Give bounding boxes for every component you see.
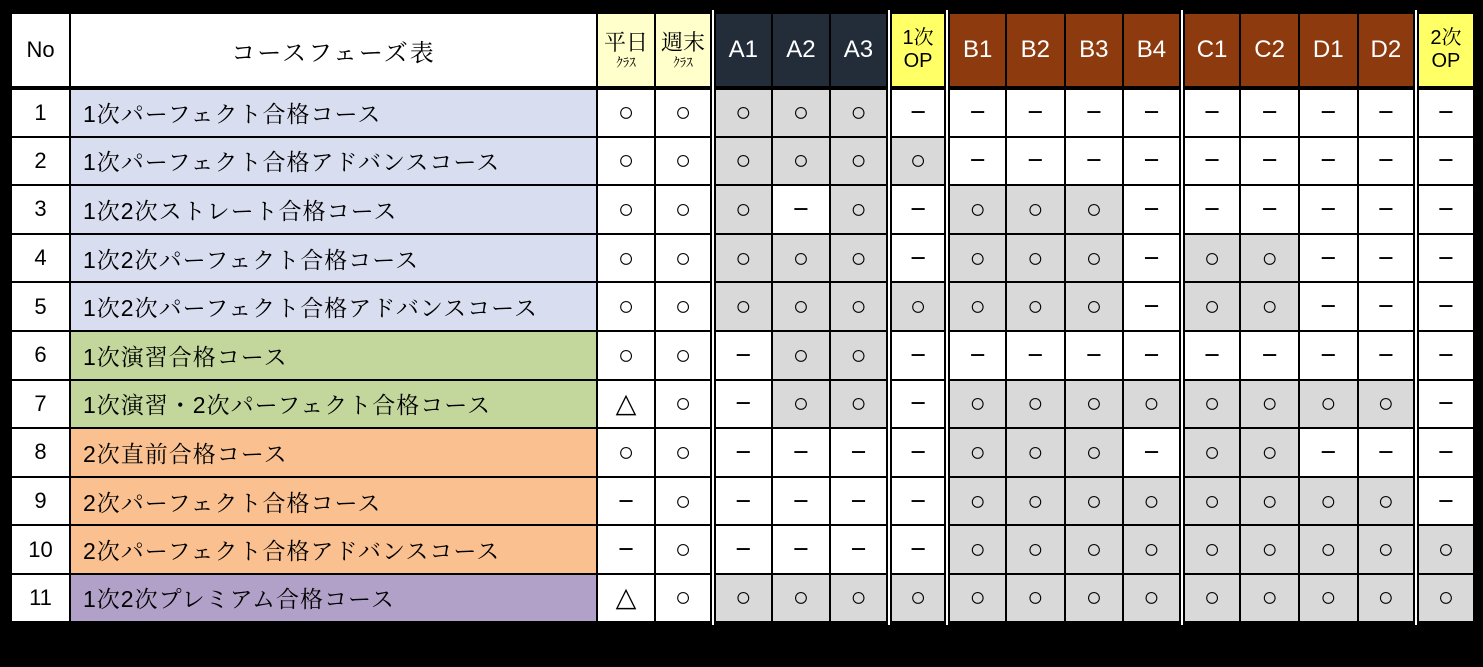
phase-mark-d2: − bbox=[1358, 331, 1417, 380]
phase-mark-b4: − bbox=[1123, 137, 1182, 186]
course-name: 1次パーフェクト合格コース bbox=[70, 88, 597, 137]
weekday-class-mark: △ bbox=[597, 574, 655, 623]
column-header-d2: D2 bbox=[1358, 12, 1417, 88]
phase-mark-b4: − bbox=[1123, 282, 1182, 331]
phase-mark-a1: ○ bbox=[713, 137, 772, 186]
phase-mark-d2: − bbox=[1358, 185, 1417, 234]
phase-mark-b1: ○ bbox=[947, 574, 1006, 623]
weekday-class-mark: ○ bbox=[597, 185, 655, 234]
phase-mark-a3: − bbox=[830, 428, 889, 477]
phase-mark-op2: − bbox=[1416, 282, 1475, 331]
phase-mark-c1: − bbox=[1182, 331, 1241, 380]
course-name: 1次2次パーフェクト合格コース bbox=[70, 234, 597, 283]
phase-mark-c2: ○ bbox=[1240, 380, 1299, 429]
phase-mark-c2: ○ bbox=[1240, 234, 1299, 283]
phase-mark-d1: ○ bbox=[1299, 380, 1358, 429]
course-name: 1次2次ストレート合格コース bbox=[70, 185, 597, 234]
column-header-no: No bbox=[10, 12, 70, 88]
phase-mark-b3: ○ bbox=[1065, 428, 1124, 477]
phase-mark-c1: ○ bbox=[1182, 525, 1241, 574]
table-row bbox=[10, 137, 1475, 186]
phase-mark-d2: − bbox=[1358, 282, 1417, 331]
course-phase-table bbox=[8, 10, 1477, 625]
column-header-a1: A1 bbox=[713, 12, 772, 88]
phase-mark-b4: ○ bbox=[1123, 525, 1182, 574]
row-number: 10 bbox=[10, 525, 70, 574]
row-number: 11 bbox=[10, 574, 70, 623]
row-number: 4 bbox=[10, 234, 70, 283]
phase-mark-c2: − bbox=[1240, 185, 1299, 234]
weekend-class-mark: ○ bbox=[655, 574, 713, 623]
phase-mark-b1: ○ bbox=[947, 282, 1006, 331]
column-header-b2: B2 bbox=[1006, 12, 1065, 88]
phase-mark-c1: ○ bbox=[1182, 234, 1241, 283]
phase-mark-b2: − bbox=[1006, 331, 1065, 380]
phase-mark-op2: ○ bbox=[1416, 525, 1475, 574]
column-header-a2: A2 bbox=[772, 12, 831, 88]
weekend-class-mark: ○ bbox=[655, 525, 713, 574]
course-name: 2次パーフェクト合格コース bbox=[70, 477, 597, 526]
row-number: 3 bbox=[10, 185, 70, 234]
table-row bbox=[10, 234, 1475, 283]
phase-mark-a2: − bbox=[772, 525, 831, 574]
phase-mark-d1: − bbox=[1299, 282, 1358, 331]
weekend-class-mark: ○ bbox=[655, 428, 713, 477]
phase-mark-op2: − bbox=[1416, 477, 1475, 526]
phase-mark-a1: ○ bbox=[713, 574, 772, 623]
row-number: 7 bbox=[10, 380, 70, 429]
phase-mark-b1: ○ bbox=[947, 234, 1006, 283]
phase-mark-a2: ○ bbox=[772, 380, 831, 429]
phase-mark-b3: − bbox=[1065, 88, 1124, 137]
phase-mark-c1: − bbox=[1182, 88, 1241, 137]
phase-mark-a1: − bbox=[713, 380, 772, 429]
course-name: 1次演習・2次パーフェクト合格コース bbox=[70, 380, 597, 429]
phase-mark-op2: ○ bbox=[1416, 574, 1475, 623]
phase-mark-c1: − bbox=[1182, 137, 1241, 186]
phase-mark-op2: − bbox=[1416, 137, 1475, 186]
phase-mark-d1: − bbox=[1299, 428, 1358, 477]
weekend-class-mark: ○ bbox=[655, 185, 713, 234]
phase-mark-a1: − bbox=[713, 477, 772, 526]
phase-mark-d2: − bbox=[1358, 137, 1417, 186]
phase-mark-b3: − bbox=[1065, 331, 1124, 380]
weekday-class-mark: ○ bbox=[597, 428, 655, 477]
weekday-class-mark: − bbox=[597, 525, 655, 574]
phase-mark-b1: − bbox=[947, 88, 1006, 137]
weekday-class-sublabel: ｸﾗｽ bbox=[616, 54, 636, 70]
phase-mark-a1: − bbox=[713, 525, 772, 574]
phase-mark-b2: ○ bbox=[1006, 428, 1065, 477]
phase-mark-op2: − bbox=[1416, 331, 1475, 380]
phase-mark-c1: ○ bbox=[1182, 380, 1241, 429]
phase-mark-a3: ○ bbox=[830, 380, 889, 429]
weekend-class-mark: ○ bbox=[655, 282, 713, 331]
course-name: 1次2次プレミアム合格コース bbox=[70, 574, 597, 623]
table-row bbox=[10, 380, 1475, 429]
phase-mark-a3: ○ bbox=[830, 331, 889, 380]
column-header-a3: A3 bbox=[830, 12, 889, 88]
phase-mark-a2: ○ bbox=[772, 282, 831, 331]
phase-mark-c2: − bbox=[1240, 137, 1299, 186]
column-header-d1: D1 bbox=[1299, 12, 1358, 88]
phase-mark-b2: ○ bbox=[1006, 234, 1065, 283]
phase-mark-b4: − bbox=[1123, 88, 1182, 137]
phase-mark-c1: ○ bbox=[1182, 574, 1241, 623]
phase-mark-d2: − bbox=[1358, 428, 1417, 477]
phase-mark-b2: − bbox=[1006, 88, 1065, 137]
phase-mark-a2: ○ bbox=[772, 574, 831, 623]
phase-mark-c2: − bbox=[1240, 331, 1299, 380]
phase-mark-a3: ○ bbox=[830, 137, 889, 186]
row-number: 9 bbox=[10, 477, 70, 526]
weekday-class-label: 平日 bbox=[603, 30, 648, 56]
phase-mark-b1: ○ bbox=[947, 428, 1006, 477]
phase-mark-c2: ○ bbox=[1240, 282, 1299, 331]
phase-mark-b2: ○ bbox=[1006, 574, 1065, 623]
weekday-class-mark: ○ bbox=[597, 282, 655, 331]
phase-mark-op1: ○ bbox=[889, 282, 948, 331]
phase-mark-d1: ○ bbox=[1299, 525, 1358, 574]
phase-mark-b1: − bbox=[947, 137, 1006, 186]
weekend-class-mark: ○ bbox=[655, 331, 713, 380]
phase-mark-d2: ○ bbox=[1358, 574, 1417, 623]
column-header-c2: C2 bbox=[1240, 12, 1299, 88]
column-header-b1: B1 bbox=[947, 12, 1006, 88]
phase-mark-d1: − bbox=[1299, 137, 1358, 186]
weekend-class-sublabel: ｸﾗｽ bbox=[673, 54, 693, 70]
phase-mark-a3: ○ bbox=[830, 234, 889, 283]
phase-mark-op1: − bbox=[889, 185, 948, 234]
course-name: 1次演習合格コース bbox=[70, 331, 597, 380]
phase-mark-b3: ○ bbox=[1065, 574, 1124, 623]
phase-mark-c2: ○ bbox=[1240, 477, 1299, 526]
phase-mark-b4: ○ bbox=[1123, 380, 1182, 429]
table-row bbox=[10, 331, 1475, 380]
column-header-op2: 2次 OP bbox=[1416, 12, 1475, 88]
weekend-class-mark: ○ bbox=[655, 477, 713, 526]
phase-mark-c1: − bbox=[1182, 185, 1241, 234]
phase-mark-op2: − bbox=[1416, 234, 1475, 283]
column-header-weekday-class bbox=[597, 12, 655, 88]
phase-mark-b1: ○ bbox=[947, 477, 1006, 526]
phase-mark-op1: − bbox=[889, 428, 948, 477]
phase-mark-a2: − bbox=[772, 185, 831, 234]
weekday-class-mark: ○ bbox=[597, 137, 655, 186]
column-header-c1: C1 bbox=[1182, 12, 1241, 88]
phase-mark-c1: ○ bbox=[1182, 282, 1241, 331]
phase-mark-b2: ○ bbox=[1006, 525, 1065, 574]
phase-mark-a2: ○ bbox=[772, 137, 831, 186]
phase-mark-a2: − bbox=[772, 477, 831, 526]
phase-mark-d2: ○ bbox=[1358, 380, 1417, 429]
phase-mark-b3: ○ bbox=[1065, 185, 1124, 234]
phase-mark-d2: ○ bbox=[1358, 525, 1417, 574]
weekday-class-mark: − bbox=[597, 477, 655, 526]
phase-mark-c1: ○ bbox=[1182, 477, 1241, 526]
phase-mark-c2: − bbox=[1240, 88, 1299, 137]
course-name: 2次パーフェクト合格アドバンスコース bbox=[70, 525, 597, 574]
phase-mark-b3: ○ bbox=[1065, 234, 1124, 283]
row-number: 1 bbox=[10, 88, 70, 137]
phase-mark-b4: ○ bbox=[1123, 574, 1182, 623]
phase-mark-op2: − bbox=[1416, 185, 1475, 234]
table-row bbox=[10, 185, 1475, 234]
phase-mark-d1: − bbox=[1299, 88, 1358, 137]
phase-mark-a1: ○ bbox=[713, 282, 772, 331]
row-number: 6 bbox=[10, 331, 70, 380]
phase-mark-b2: ○ bbox=[1006, 282, 1065, 331]
weekend-class-mark: ○ bbox=[655, 380, 713, 429]
table-row bbox=[10, 88, 1475, 137]
phase-mark-d2: − bbox=[1358, 88, 1417, 137]
phase-mark-a1: − bbox=[713, 331, 772, 380]
course-name: 1次2次パーフェクト合格アドバンスコース bbox=[70, 282, 597, 331]
phase-mark-d1: ○ bbox=[1299, 574, 1358, 623]
phase-mark-b2: ○ bbox=[1006, 185, 1065, 234]
phase-mark-b1: ○ bbox=[947, 525, 1006, 574]
table-row bbox=[10, 574, 1475, 623]
phase-mark-c2: ○ bbox=[1240, 574, 1299, 623]
phase-mark-a3: ○ bbox=[830, 88, 889, 137]
weekday-class-mark: ○ bbox=[597, 331, 655, 380]
column-header-op1: 1次 OP bbox=[889, 12, 948, 88]
phase-mark-a3: ○ bbox=[830, 282, 889, 331]
phase-mark-b1: ○ bbox=[947, 380, 1006, 429]
row-number: 5 bbox=[10, 282, 70, 331]
phase-mark-d1: − bbox=[1299, 331, 1358, 380]
phase-mark-a3: ○ bbox=[830, 574, 889, 623]
phase-mark-b3: ○ bbox=[1065, 477, 1124, 526]
phase-mark-c2: ○ bbox=[1240, 428, 1299, 477]
phase-mark-a2: ○ bbox=[772, 331, 831, 380]
phase-mark-d1: ○ bbox=[1299, 477, 1358, 526]
phase-mark-b1: ○ bbox=[947, 185, 1006, 234]
weekday-class-mark: ○ bbox=[597, 88, 655, 137]
phase-mark-op1: ○ bbox=[889, 574, 948, 623]
phase-mark-a1: ○ bbox=[713, 88, 772, 137]
phase-mark-a2: − bbox=[772, 428, 831, 477]
phase-mark-op1: − bbox=[889, 234, 948, 283]
phase-mark-b3: ○ bbox=[1065, 525, 1124, 574]
phase-mark-b3: ○ bbox=[1065, 380, 1124, 429]
phase-mark-op2: − bbox=[1416, 428, 1475, 477]
phase-mark-op1: − bbox=[889, 525, 948, 574]
table-title: コースフェーズ表 bbox=[70, 12, 597, 88]
phase-mark-a1: ○ bbox=[713, 185, 772, 234]
phase-mark-b2: − bbox=[1006, 137, 1065, 186]
table-row bbox=[10, 477, 1475, 526]
phase-mark-b3: − bbox=[1065, 137, 1124, 186]
header-row bbox=[10, 12, 1475, 88]
phase-mark-a1: − bbox=[713, 428, 772, 477]
table-row bbox=[10, 525, 1475, 574]
phase-mark-a3: ○ bbox=[830, 185, 889, 234]
phase-mark-b2: ○ bbox=[1006, 380, 1065, 429]
column-header-b4: B4 bbox=[1123, 12, 1182, 88]
table-row bbox=[10, 428, 1475, 477]
phase-mark-b4: − bbox=[1123, 428, 1182, 477]
weekend-class-mark: ○ bbox=[655, 137, 713, 186]
row-number: 8 bbox=[10, 428, 70, 477]
phase-mark-a2: ○ bbox=[772, 88, 831, 137]
phase-mark-op1: − bbox=[889, 88, 948, 137]
phase-mark-d2: − bbox=[1358, 234, 1417, 283]
phase-mark-a3: − bbox=[830, 477, 889, 526]
phase-mark-b4: ○ bbox=[1123, 477, 1182, 526]
phase-mark-a2: ○ bbox=[772, 234, 831, 283]
row-number: 2 bbox=[10, 137, 70, 186]
phase-mark-c1: ○ bbox=[1182, 428, 1241, 477]
weekend-class-mark: ○ bbox=[655, 88, 713, 137]
weekday-class-mark: ○ bbox=[597, 234, 655, 283]
phase-mark-a3: − bbox=[830, 525, 889, 574]
weekend-class-mark: ○ bbox=[655, 234, 713, 283]
phase-mark-b2: ○ bbox=[1006, 477, 1065, 526]
course-name: 2次直前合格コース bbox=[70, 428, 597, 477]
weekend-class-label: 週末 bbox=[660, 30, 705, 56]
phase-mark-d2: ○ bbox=[1358, 477, 1417, 526]
phase-mark-c2: ○ bbox=[1240, 525, 1299, 574]
table-row bbox=[10, 282, 1475, 331]
phase-mark-op1: ○ bbox=[889, 137, 948, 186]
phase-mark-b4: − bbox=[1123, 234, 1182, 283]
phase-mark-d1: − bbox=[1299, 185, 1358, 234]
phase-mark-op1: − bbox=[889, 380, 948, 429]
phase-mark-op2: − bbox=[1416, 380, 1475, 429]
column-header-b3: B3 bbox=[1065, 12, 1124, 88]
course-name: 1次パーフェクト合格アドバンスコース bbox=[70, 137, 597, 186]
phase-mark-op1: − bbox=[889, 331, 948, 380]
phase-mark-op1: − bbox=[889, 477, 948, 526]
phase-mark-b4: − bbox=[1123, 331, 1182, 380]
weekday-class-mark: △ bbox=[597, 380, 655, 429]
column-header-weekend-class bbox=[655, 12, 713, 88]
phase-mark-b3: ○ bbox=[1065, 282, 1124, 331]
phase-mark-op2: − bbox=[1416, 88, 1475, 137]
phase-mark-b1: − bbox=[947, 331, 1006, 380]
phase-mark-d1: − bbox=[1299, 234, 1358, 283]
phase-mark-a1: ○ bbox=[713, 234, 772, 283]
phase-mark-b4: − bbox=[1123, 185, 1182, 234]
